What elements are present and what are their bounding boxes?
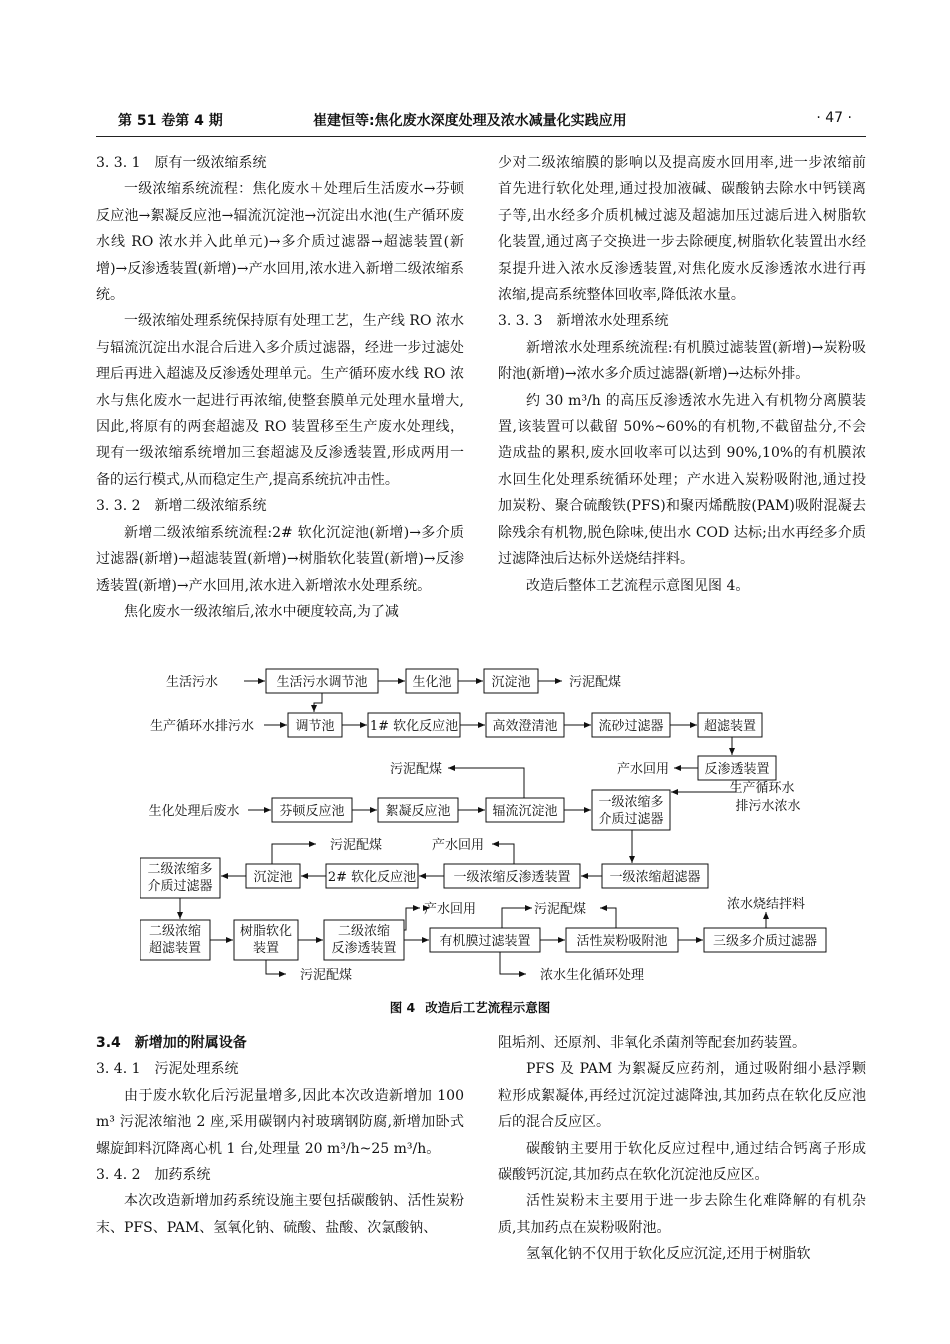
label-soften2: 2# 软化反应池 — [327, 870, 417, 885]
figure-title: 改造后工艺流程示意图 — [425, 1000, 551, 1015]
running-title: 崔建恒等:焦化废水深度处理及浓水减量化实践应用 — [313, 113, 627, 129]
paragraph: 一级浓缩处理系统保持原有处理工艺，生产线 RO 浓水与辐流沉淀出水混合后进入多介质过滤器，经进一步过滤处理后再进入超滤及反渗透处理单元。生产循环废水线 RO 浓水与焦化废水一起进行再浓缩,使整套膜单元处理水量增大,因此,将原有的两套超滤及 RO 装置移至生产废水处理线，现有一级浓缩系统增加三套超滤及反渗透装置,形成两用一备的运行模式,从而稳定生产,提高系统抗冲击性。 — [96, 313, 464, 488]
figure-number: 图 4 — [389, 1000, 416, 1015]
header-rule — [96, 136, 866, 137]
label-l1-mmf-1: 一级浓缩多 — [598, 795, 664, 810]
paragraph: 氢氧化钠不仅用于软化反应沉淀,还用于树脂软 — [526, 1246, 811, 1263]
label-uf-device: 超滤装置 — [703, 719, 757, 734]
label-adjust-pool: 调节池 — [295, 719, 335, 734]
label-l3-mmf: 三级多介质过滤器 — [712, 934, 818, 949]
label-sludge-coal-5: 污泥配煤 — [299, 968, 353, 983]
label-resin-2: 装置 — [252, 941, 280, 956]
paragraph: 新增二级浓缩系统流程:2# 软化沉淀池(新增)→多介质过滤器(新增)→超滤装置(新增)→树脂软化装置(新增)→反渗透装置(新增)→产水回用,浓水进入新增浓水处理系统。 — [96, 524, 464, 594]
page-number: · 47 · — [816, 110, 852, 126]
label-sludge-coal-1: 污泥配煤 — [568, 675, 622, 690]
label-settling2: 沉淀池 — [253, 870, 293, 885]
label-sludge-coal-2: 污泥配煤 — [389, 762, 443, 777]
label-ro-device: 反渗透装置 — [704, 762, 770, 777]
left-column-top — [96, 150, 464, 625]
label-domestic-adjust: 生活污水调节池 — [276, 675, 368, 690]
label-l2-ro-1: 二级浓缩 — [337, 924, 391, 939]
label-prod-cycle-conc-2: 排污水浓水 — [735, 799, 801, 814]
section-3-4-2-title: 3. 4. 2 加药系统 — [96, 1167, 211, 1184]
label-conc-bio-cycle: 浓水生化循环处理 — [539, 968, 645, 983]
paragraph: 本次改造新增加药系统设施主要包括碳酸钠、活性炭粉末、PFS、PAM、氢氧化钠、硫酸、盐酸、次氯酸钠、 — [96, 1193, 464, 1236]
left-column-bottom — [96, 1030, 464, 1241]
label-hi-clarifier: 高效澄清池 — [492, 719, 558, 734]
label-conc-sinter: 浓水烧结拌料 — [726, 897, 806, 912]
journal-issue: 第 51 卷第 4 期 — [118, 113, 223, 129]
label-l2-ro-2: 反渗透装置 — [331, 941, 397, 956]
paragraph: 由于废水软化后污泥量增多,因此本次改造新增加 100 m³ 污泥浓缩池 2 座,采用碳钢内衬玻璃钢防腐,新增加卧式螺旋卸料沉降离心机 1 台,处理量 20 m³/h~25 m³/h。 — [96, 1087, 464, 1157]
paragraph: 碳酸钠主要用于软化反应过程中,通过结合钙离子形成碳酸钙沉淀,其加药点在软化沉淀池反应区。 — [498, 1140, 866, 1184]
label-act-carbon: 活性炭粉吸附池 — [576, 934, 668, 949]
label-resin-1: 树脂软化 — [239, 924, 293, 939]
section-3-3-2-title: 3. 3. 2 新增二级浓缩系统 — [96, 498, 267, 515]
paragraph: PFS 及 PAM 为絮凝反应药剂，通过吸附细小悬浮颗粒形成絮凝体,再经过沉淀过滤降浊,其加药点在软化反应池后的混合反应区。 — [498, 1061, 866, 1131]
paragraph: 少对二级浓缩膜的影响以及提高废水回用率,进一步浓缩前首先进行软化处理,通过投加液碱、碳酸钠去除水中钙镁离子等,出水经多介质机械过滤及超滤加压过滤后进入树脂软化装置,通过离子交换进一步去除硬度,树脂软化装置出水经泵提升进入浓水反渗透装置,对焦化废水反渗透浓水进行再浓缩,提高系统整体回收率,降低浓水量。 — [498, 155, 866, 304]
label-flocc: 絮凝反应池 — [385, 804, 451, 819]
label-prod-cycle-conc-1: 生产循环水 — [729, 781, 795, 796]
label-l2-mmf-2: 介质过滤器 — [147, 879, 213, 894]
paragraph: 阻垢剂、还原剂、非氧化杀菌剂等配套加药装置。 — [498, 1035, 806, 1051]
label-sludge-coal-3: 污泥配煤 — [329, 838, 383, 853]
label-prod-cycle-drain: 生产循环水排污水 — [149, 719, 255, 734]
section-3-4-title: 3.4 新增加的附属设备 — [96, 1035, 247, 1051]
label-domestic-sewage: 生活污水 — [165, 675, 219, 690]
label-l2-uf-1: 二级浓缩 — [148, 924, 202, 939]
paragraph: 约 30 m³/h 的高压反渗透浓水先进入有机物分离膜装置,该装置可以截留 50%~60%的有机物,不截留盐分,不会造成盐的累积,废水回收率可以达到 90%,10%的有机膜浓水回生化处理系统循环处理；产水进入炭粉吸附池,通过投加炭粉、聚合硫酸铁(PFS)和聚丙烯酰胺(PAM)吸附混凝去除残余有机物,脱色除味,使出水 COD 达标;出水再经多介质过滤降浊后达标外送烧结拌料。 — [498, 392, 866, 568]
label-l2-uf-2: 超滤装置 — [148, 941, 202, 956]
label-radial-settle: 辐流沉淀池 — [492, 804, 558, 819]
page-header — [118, 110, 852, 132]
paragraph: 一级浓缩系统流程：焦化废水＋处理后生活废水→芬顿反应池→絮凝反应池→辐流沉淀池→沉淀出水池(生产循环废水线 RO 浓水并入此单元)→多介质过滤器→超滤装置(新增)→反渗透装置(新增)→产水回用,浓水进入新增二级浓缩系统。 — [96, 181, 464, 304]
label-organic-membrane: 有机膜过滤装置 — [439, 934, 531, 949]
label-sludge-coal-4: 污泥配煤 — [533, 902, 587, 917]
section-3-3-1-title: 3. 3. 1 原有一级浓缩系统 — [96, 155, 267, 171]
label-bio-treated: 生化处理后废水 — [148, 804, 240, 819]
section-3-3-3-title: 3. 3. 3 新增浓水处理系统 — [498, 313, 669, 330]
paragraph: 活性炭粉末主要用于进一步去除生化难降解的有机杂质,其加药点在炭粉吸附池。 — [498, 1193, 866, 1236]
label-l1-uf: 一级浓缩超滤器 — [609, 870, 701, 885]
label-product-reuse-1: 产水回用 — [616, 762, 670, 777]
right-column-bottom — [498, 1030, 866, 1268]
paragraph: 改造后整体工艺流程示意图见图 4。 — [526, 577, 750, 594]
label-settling1: 沉淀池 — [491, 675, 531, 690]
section-3-4-1-title: 3. 4. 1 污泥处理系统 — [96, 1061, 239, 1078]
process-flow-diagram — [140, 662, 840, 992]
paragraph: 焦化废水一级浓缩后,浓水中硬度较高,为了减 — [124, 603, 399, 620]
label-soften1: 1# 软化反应池 — [369, 719, 459, 734]
label-product-reuse-3: 产水回用 — [423, 902, 477, 917]
label-bio-pool: 生化池 — [412, 675, 452, 690]
figure-caption — [0, 998, 950, 1016]
right-column-top — [498, 150, 866, 599]
label-l1-mmf-2: 介质过滤器 — [598, 812, 664, 827]
label-l2-mmf-1: 二级浓缩多 — [147, 862, 213, 877]
paragraph: 新增浓水处理系统流程:有机膜过滤装置(新增)→炭粉吸附池(新增)→浓水多介质过滤器(新增)→达标外排。 — [498, 339, 866, 383]
label-l1-ro: 一级浓缩反渗透装置 — [453, 870, 571, 885]
label-sand-filter: 流砂过滤器 — [598, 719, 664, 734]
label-product-reuse-2: 产水回用 — [431, 838, 485, 853]
label-fenton: 芬顿反应池 — [279, 804, 345, 819]
